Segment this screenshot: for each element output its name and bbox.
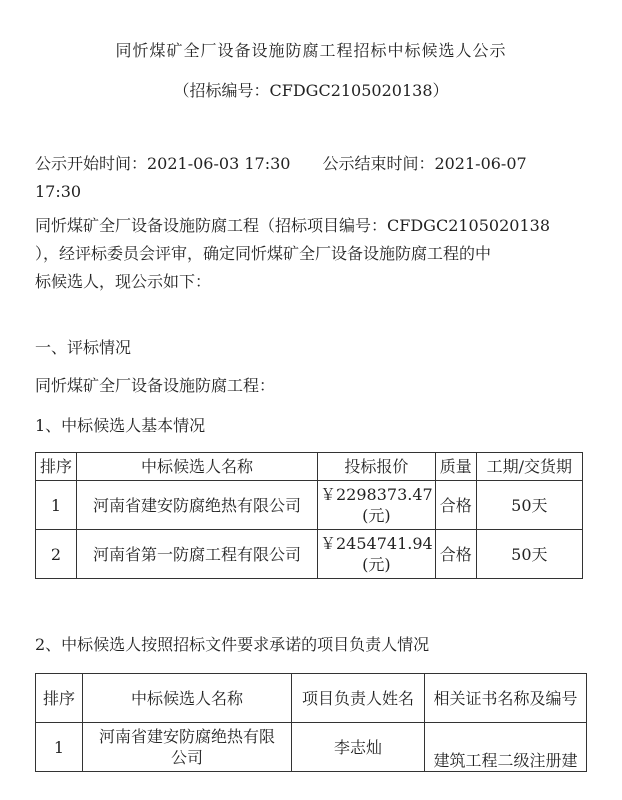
announcement-period xyxy=(35,150,595,206)
intro-line-1: 同忻煤矿全厂设备设施防腐工程（招标项目编号：CFDGC2105020138 xyxy=(35,216,550,235)
cell-name: 河南省第一防腐工程有限公司 xyxy=(77,530,318,579)
header-name: 中标候选人名称 xyxy=(77,453,318,481)
bid-number: （招标编号：CFDGC2105020138） xyxy=(173,81,449,100)
subheading-manager-info: 2、中标候选人按照招标文件要求承诺的项目负责人情况 xyxy=(35,635,430,654)
table-header-row xyxy=(36,453,583,481)
header-price: 投标报价 xyxy=(318,453,436,481)
intro-paragraph xyxy=(35,212,595,296)
cell-name: 河南省建安防腐绝热有限公司 xyxy=(77,481,318,530)
table-row xyxy=(36,530,583,579)
header-name: 中标候选人名称 xyxy=(83,674,292,723)
table-header-row xyxy=(36,674,587,723)
cell-quality: 合格 xyxy=(435,481,476,530)
table-row xyxy=(36,723,587,772)
header-rank: 排序 xyxy=(36,453,77,481)
subheading-basic-info: 1、中标候选人基本情况 xyxy=(35,416,206,435)
cell-name: 河南省建安防腐绝热有限公司 xyxy=(83,723,292,772)
intro-line-2: ），经评标委员会评审，确定同忻煤矿全厂设备设施防腐工程的中 xyxy=(35,244,492,263)
cell-price xyxy=(318,481,436,530)
header-period: 工期/交货期 xyxy=(476,453,582,481)
cell-rank: 1 xyxy=(36,723,83,772)
price-unit: (元) xyxy=(362,506,391,525)
price-value: ￥2454741.94 xyxy=(320,534,433,553)
period-line-1: 公示开始时间：2021-06-03 17:30 公示结束时间：2021-06-07 xyxy=(35,154,527,173)
header-rank: 排序 xyxy=(36,674,83,723)
table-row xyxy=(36,481,583,530)
section-heading-evaluation: 一、评标情况 xyxy=(35,338,132,357)
cell-period: 50天 xyxy=(476,481,582,530)
cell-period: 50天 xyxy=(476,530,582,579)
period-line-2: 17:30 xyxy=(35,182,82,201)
price-value: ￥2298373.47 xyxy=(320,485,433,504)
project-name: 同忻煤矿全厂设备设施防腐工程： xyxy=(35,376,276,395)
cell-manager: 李志灿 xyxy=(292,723,425,772)
header-manager: 项目负责人姓名 xyxy=(292,674,425,723)
cell-price xyxy=(318,530,436,579)
header-cert: 相关证书名称及编号 xyxy=(425,674,587,723)
cell-quality: 合格 xyxy=(435,530,476,579)
cell-rank: 1 xyxy=(36,481,77,530)
header-quality: 质量 xyxy=(435,453,476,481)
project-manager-table xyxy=(35,673,587,772)
document-title: 同忻煤矿全厂设备设施防腐工程招标中标候选人公示 xyxy=(115,41,507,60)
intro-line-3: 标候选人，现公示如下： xyxy=(35,272,212,291)
cell-cert: 建筑工程二级注册建 xyxy=(425,723,587,772)
cell-rank: 2 xyxy=(36,530,77,579)
price-unit: (元) xyxy=(362,555,391,574)
candidate-basic-table xyxy=(35,452,583,579)
